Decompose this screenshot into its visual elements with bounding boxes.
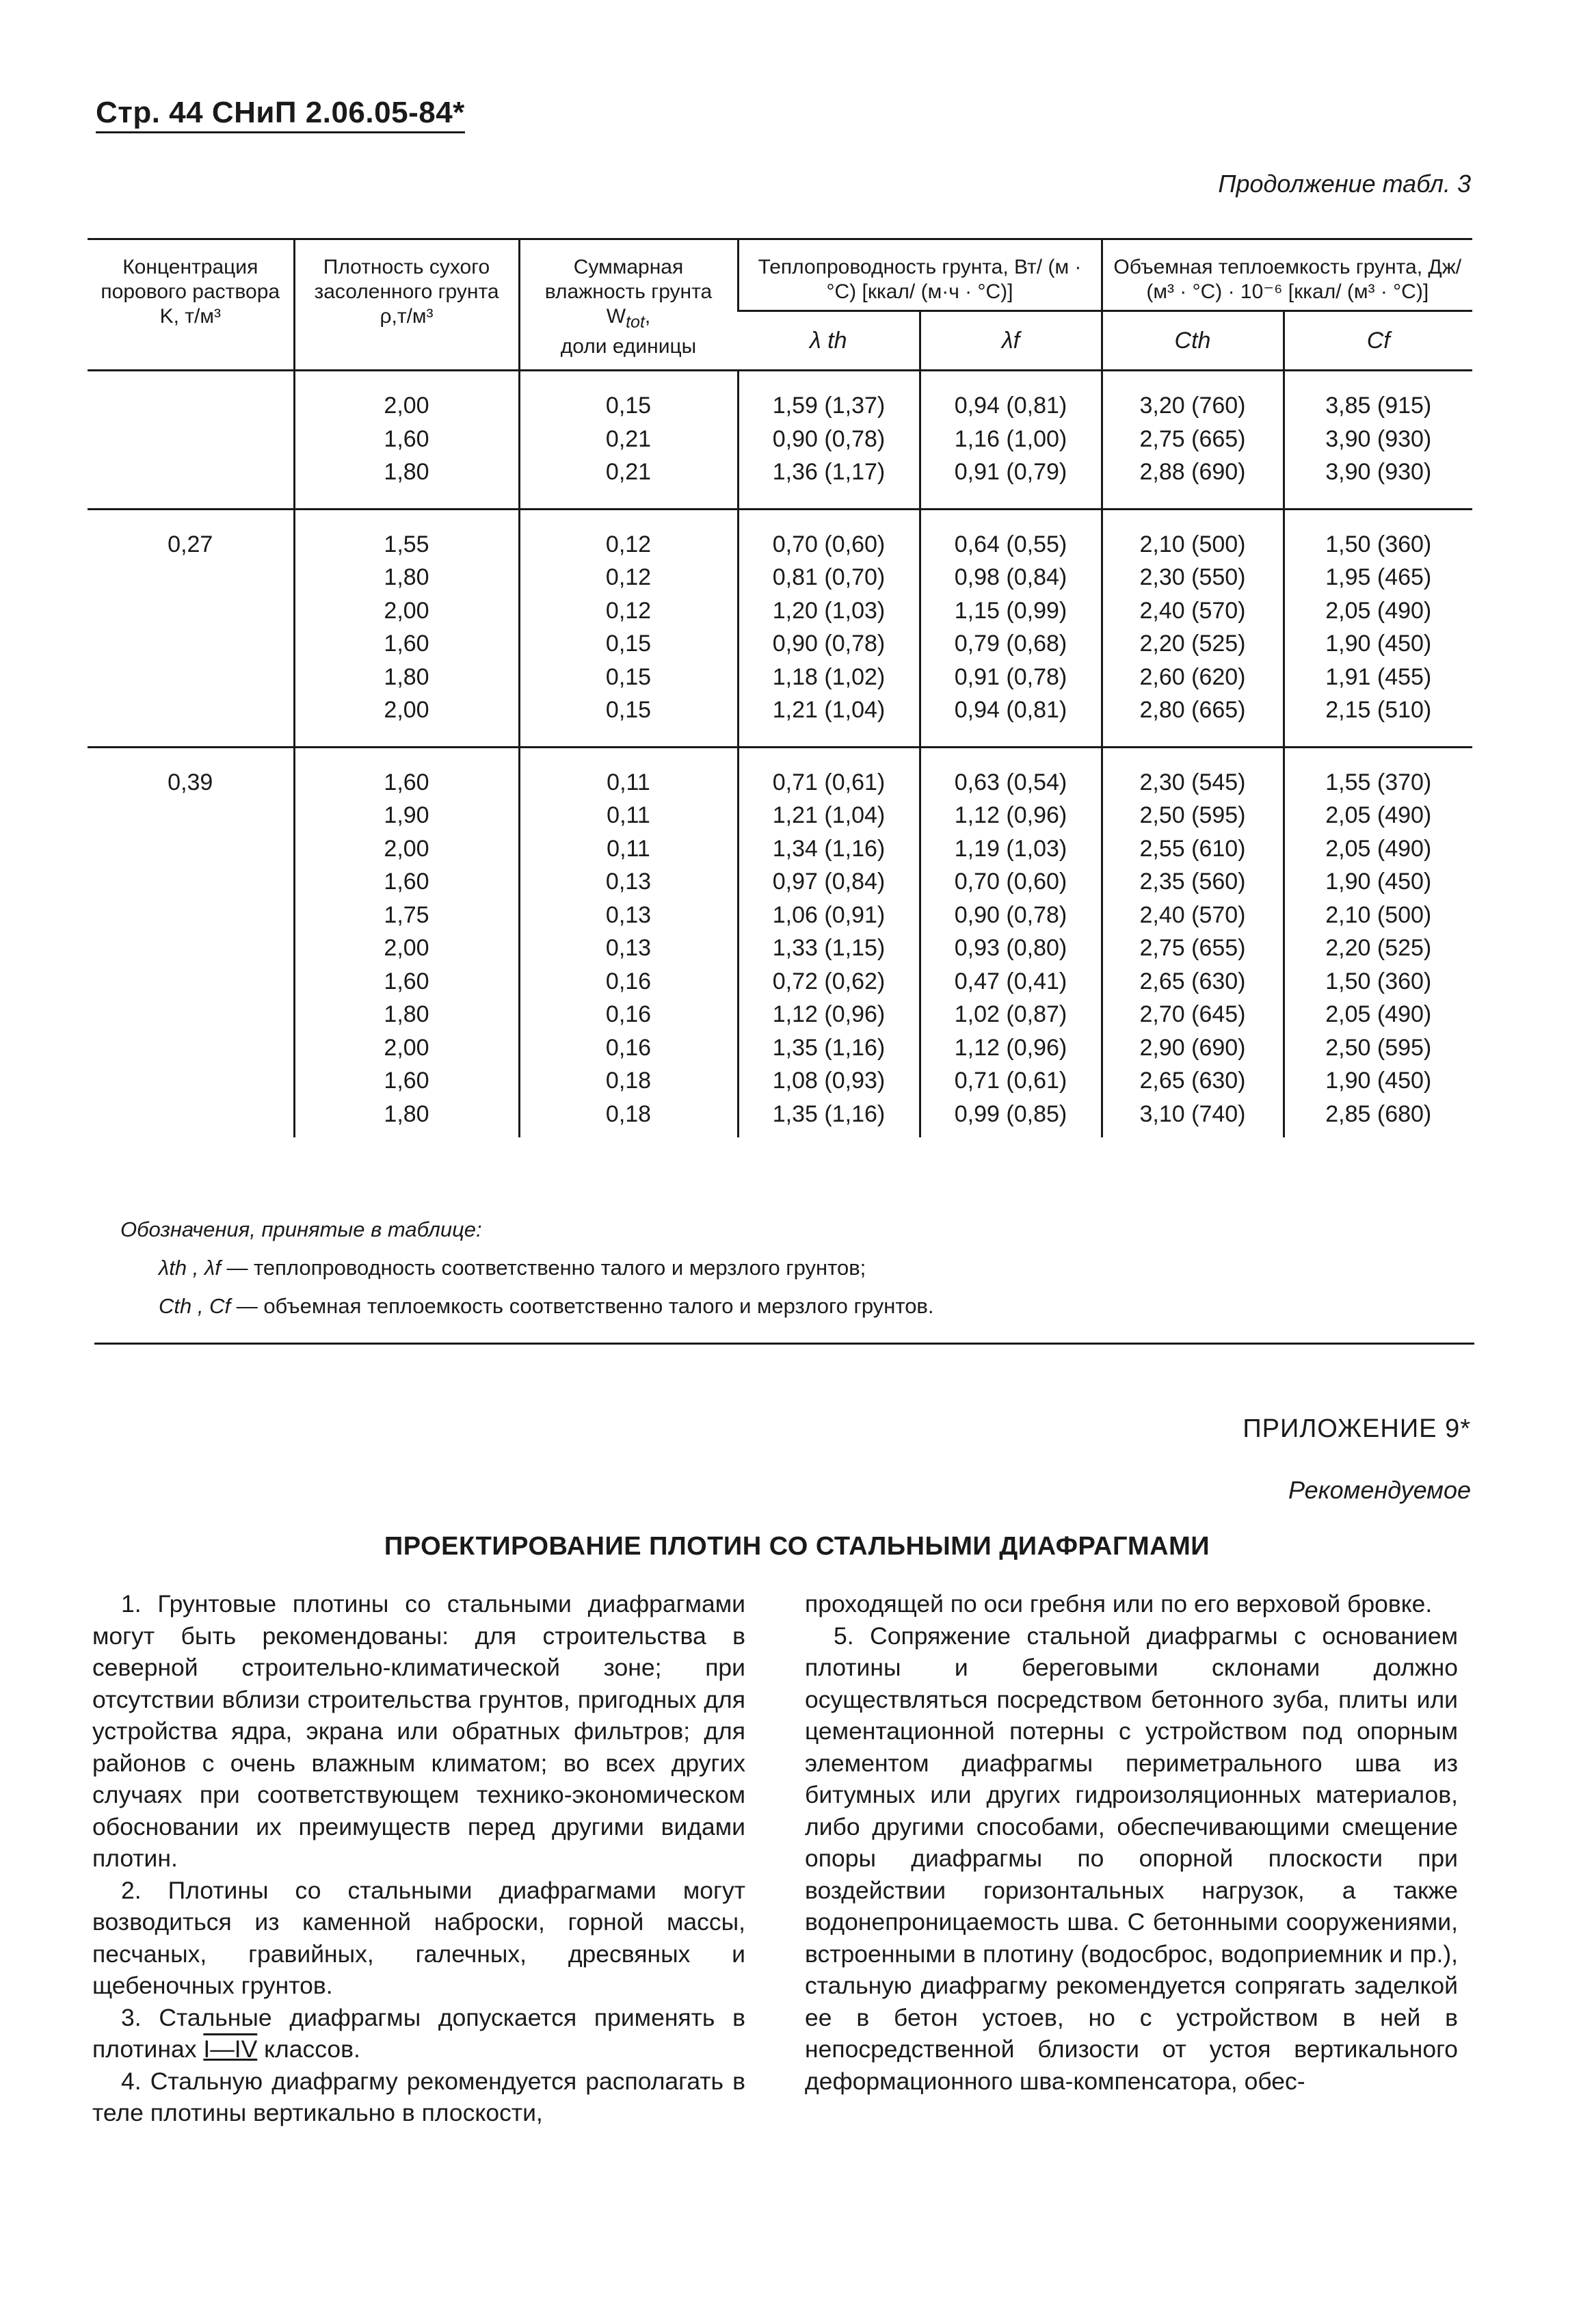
cell-c-f [1284, 509, 1472, 747]
value-lambda-f: 1,15 (0,99) [954, 597, 1067, 624]
value-c-th: 2,88 (690) [1139, 459, 1246, 485]
value-c-th: 2,75 (655) [1139, 935, 1246, 961]
value-lambda-th: 1,34 (1,16) [772, 835, 886, 862]
header-c-f: Cf [1284, 311, 1472, 371]
value-lambda-th: 1,20 (1,03) [772, 597, 886, 624]
value-lambda-f: 0,63 (0,54) [954, 769, 1067, 795]
value-density: 1,80 [384, 1100, 429, 1127]
cell-density [294, 509, 519, 747]
notes-title: Обозначения, принятые в таблице: [120, 1217, 482, 1241]
cell-lambda-f [920, 747, 1102, 1137]
value-c-f: 1,95 (465) [1325, 564, 1432, 590]
value-c-f: 2,05 (490) [1325, 802, 1432, 828]
value-lambda-f: 0,47 (0,41) [954, 968, 1067, 994]
value-c-f: 1,50 (360) [1325, 968, 1432, 994]
header-moisture [519, 239, 738, 371]
value-density: 1,60 [384, 869, 429, 895]
value-c-th: 2,80 (665) [1139, 697, 1246, 723]
value-c-th: 2,60 (620) [1139, 663, 1246, 690]
table-body [88, 371, 1472, 1138]
paragraph-3-end: классов. [257, 2035, 360, 2063]
value-lambda-f: 1,19 (1,03) [954, 835, 1067, 862]
cell-lambda-th [738, 509, 920, 747]
page-header: Стр. 44 СНиП 2.06.05-84* [96, 96, 465, 133]
value-c-f: 2,50 (595) [1325, 1034, 1432, 1061]
value-lambda-th: 1,21 (1,04) [772, 802, 886, 828]
value-moisture: 0,15 [605, 697, 652, 723]
value-c-th: 2,40 (570) [1139, 597, 1246, 624]
cell-density [294, 371, 519, 510]
table-caption: Продолжение табл. 3 [1218, 170, 1471, 198]
value-c-th: 3,10 (740) [1139, 1100, 1246, 1127]
value-lambda-f: 0,79 (0,68) [954, 631, 1067, 657]
value-lambda-th: 1,08 (0,93) [772, 1068, 886, 1094]
cell-c-th [1102, 371, 1284, 510]
section-separator [94, 1343, 1474, 1345]
cell-lambda-f [920, 371, 1102, 510]
value-c-th: 2,40 (570) [1139, 901, 1246, 928]
value-moisture: 0,11 [607, 769, 650, 795]
data-table [88, 238, 1472, 1137]
value-density: 1,80 [384, 663, 429, 690]
value-c-f: 1,55 (370) [1325, 769, 1432, 795]
cell-concentration [88, 371, 294, 510]
value-c-f: 2,20 (525) [1325, 935, 1432, 961]
header-moisture-text: Суммарная влажность грунта W [544, 256, 713, 328]
value-c-f: 2,85 (680) [1325, 1100, 1432, 1127]
paragraph-4-continued: проходящей по оси гребня или по его верховой бровке. [805, 1590, 1433, 1617]
value-c-th: 2,50 (595) [1139, 802, 1246, 828]
value-moisture: 0,13 [605, 935, 652, 961]
value-moisture: 0,13 [605, 901, 652, 928]
value-c-f: 1,90 (450) [1325, 1068, 1432, 1094]
value-c-th: 2,30 (545) [1139, 769, 1246, 795]
value-lambda-f: 1,02 (0,87) [954, 1001, 1067, 1027]
notes-line-conductivity [120, 1249, 934, 1287]
value-lambda-th: 0,97 (0,84) [772, 869, 886, 895]
value-density: 1,60 [384, 425, 429, 452]
cell-c-th [1102, 747, 1284, 1137]
value-c-th: 2,90 (690) [1139, 1034, 1246, 1061]
appendix-title: ПРИЛОЖЕНИЕ 9* [1243, 1414, 1471, 1443]
value-c-f: 1,90 (450) [1325, 631, 1432, 657]
value-c-th: 2,20 (525) [1139, 631, 1246, 657]
value-density: 1,60 [384, 1068, 429, 1094]
value-moisture: 0,15 [605, 663, 652, 690]
paragraph-5: 5. Сопряжение стальной диафрагмы с основанием плотины и береговыми склонами должно осуществляться посредством бетонного зуба, плиты или цементационной потерны с устройством под опорным элементом диафрагмы периметрального шва из битумных или других гидроизоляционных материалов, либо другими способами, обеспечивающими смещение опоры диафрагмы по опорной плоскости при воздействии горизонтальных нагрузок, а также водонепроницаемость шва. С бетонными сооружениями, встроенными в плотину (водосброс, водоприемник и пр.), стальную диафрагму рекомендуется сопрягать заделкой ее в бетон устоев, но с устройством в ней в непосредственной близости от устоя вертикального деформационного шва-компенсатора, обес- [805, 1622, 1458, 2095]
value-density: 2,00 [384, 835, 429, 862]
value-lambda-th: 0,70 (0,60) [772, 531, 886, 557]
value-moisture: 0,16 [605, 968, 652, 994]
value-c-f: 2,05 (490) [1325, 597, 1432, 624]
value-moisture: 0,11 [607, 835, 650, 862]
value-c-f: 3,85 (915) [1325, 393, 1432, 419]
paragraph-2: 2. Плотины со стальными диафрагмами могут возводиться из каменной наброски, горной массы, песчаных, гравийных, галечных, дресвяных и щебеночных грунтов. [92, 1876, 745, 1999]
cell-c-th [1102, 509, 1284, 747]
value-density: 2,00 [384, 393, 429, 419]
value-c-th: 2,75 (665) [1139, 425, 1246, 452]
notes-symbols-conductivity: λth , λf [159, 1256, 221, 1280]
cell-c-f [1284, 371, 1472, 510]
value-c-th: 3,20 (760) [1139, 393, 1246, 419]
value-density: 2,00 [384, 697, 429, 723]
value-density: 1,80 [384, 564, 429, 590]
value-lambda-f: 1,12 (0,96) [954, 1034, 1067, 1061]
value-density: 1,90 [384, 802, 429, 828]
value-density: 2,00 [384, 1034, 429, 1061]
value-lambda-f: 0,94 (0,81) [954, 697, 1067, 723]
cell-concentration: 0,39 [88, 747, 294, 1137]
value-lambda-th: 0,71 (0,61) [772, 769, 886, 795]
value-lambda-th: 1,33 (1,15) [772, 935, 886, 961]
value-moisture: 0,16 [605, 1001, 652, 1027]
value-lambda-th: 1,35 (1,16) [772, 1100, 886, 1127]
header-lambda-th: λ th [738, 311, 920, 371]
header-density: Плотность сухого засоленного грунта ρ,т/м³ [294, 239, 519, 371]
header-c-th: Cth [1102, 311, 1284, 371]
value-lambda-f: 0,94 (0,81) [954, 393, 1067, 419]
value-c-th: 2,35 (560) [1139, 869, 1246, 895]
cell-c-f [1284, 747, 1472, 1137]
value-lambda-f: 0,93 (0,80) [954, 935, 1067, 961]
value-lambda-th: 1,21 (1,04) [772, 697, 886, 723]
value-moisture: 0,15 [605, 393, 652, 419]
value-lambda-f: 0,98 (0,84) [954, 564, 1067, 590]
section-heading: ПРОЕКТИРОВАНИЕ ПЛОТИН СО СТАЛЬНЫМИ ДИАФРАГМАМИ [384, 1532, 1210, 1561]
paragraph-3 [92, 2002, 745, 2065]
value-density: 2,00 [384, 935, 429, 961]
header-moisture-tail: , [644, 305, 651, 328]
table-row-group [88, 371, 1472, 510]
table-notes [120, 1211, 934, 1325]
value-c-f: 2,15 (510) [1325, 697, 1432, 723]
header-lambda-f: λf [920, 311, 1102, 371]
paragraph-3-classes: I—IV [203, 2035, 258, 2063]
notes-text-capacity: — объемная теплоемкость соответственно талого и мерзлого грунтов. [230, 1294, 934, 1318]
value-moisture: 0,11 [607, 802, 650, 828]
value-lambda-th: 0,81 (0,70) [772, 564, 886, 590]
value-moisture: 0,12 [605, 597, 652, 624]
header-concentration: Концентрация порового раствора K, т/м³ [88, 239, 294, 371]
paragraph-3-start: 3. Стальные диафрагмы допускается применять в плотинах [92, 2003, 745, 2063]
value-density: 1,60 [384, 769, 429, 795]
value-c-th: 2,65 (630) [1139, 1068, 1246, 1094]
value-lambda-th: 1,18 (1,02) [772, 663, 886, 690]
value-moisture: 0,18 [605, 1068, 652, 1094]
value-c-th: 2,70 (645) [1139, 1001, 1246, 1027]
value-moisture: 0,21 [605, 425, 652, 452]
value-lambda-f: 1,12 (0,96) [954, 802, 1067, 828]
header-conductivity: Теплопроводность грунта, Вт/ (м · °С) [ккал/ (м·ч · °С)] [738, 239, 1102, 311]
cell-moisture [519, 747, 738, 1137]
value-moisture: 0,15 [605, 631, 652, 657]
value-moisture: 0,18 [605, 1100, 652, 1127]
paragraph-1: 1. Грунтовые плотины со стальными диафрагмами могут быть рекомендованы: для строительства в северной строительно-климатической зоне; при отсутствии вблизи строительства грунтов, пригодных для устройства ядра, экрана или обратных фильтров; для районов с очень влажным климатом; во всех других случаях при соответствующем технико-экономическом обосновании их преимуществ перед другими видами плотин. [92, 1590, 745, 1872]
value-c-th: 2,10 (500) [1139, 531, 1246, 557]
value-c-f: 2,10 (500) [1325, 901, 1432, 928]
value-moisture: 0,16 [605, 1034, 652, 1061]
value-density: 1,75 [384, 901, 429, 928]
value-moisture: 0,12 [605, 564, 652, 590]
header-capacity: Объемная теплоемкость грунта, Дж/ (м³ · °С) · 10⁻⁶ [ккал/ (м³ · °С)] [1102, 239, 1472, 311]
value-lambda-f: 0,99 (0,85) [954, 1100, 1067, 1127]
value-moisture: 0,21 [605, 459, 652, 485]
value-lambda-th: 1,59 (1,37) [772, 393, 886, 419]
value-lambda-f: 0,64 (0,55) [954, 531, 1067, 557]
value-c-f: 3,90 (930) [1325, 459, 1432, 485]
notes-symbols-capacity: Cth , Cf [159, 1294, 231, 1318]
text-column-left [92, 1588, 745, 2129]
appendix-status: Рекомендуемое [1288, 1476, 1471, 1504]
value-lambda-f: 0,70 (0,60) [954, 869, 1067, 895]
value-lambda-f: 0,90 (0,78) [954, 901, 1067, 928]
cell-lambda-th [738, 747, 920, 1137]
value-lambda-th: 0,90 (0,78) [772, 631, 886, 657]
value-density: 1,60 [384, 631, 429, 657]
value-c-th: 2,55 (610) [1139, 835, 1246, 862]
value-lambda-th: 1,35 (1,16) [772, 1034, 886, 1061]
notes-line-capacity [120, 1287, 934, 1325]
value-lambda-th: 1,12 (0,96) [772, 1001, 886, 1027]
value-density: 1,55 [384, 531, 429, 557]
value-lambda-th: 1,06 (0,91) [772, 901, 886, 928]
cell-lambda-th [738, 371, 920, 510]
value-c-f: 1,50 (360) [1325, 531, 1432, 557]
value-c-f: 3,90 (930) [1325, 425, 1432, 452]
value-c-th: 2,65 (630) [1139, 968, 1246, 994]
value-density: 1,80 [384, 459, 429, 485]
value-moisture: 0,13 [605, 869, 652, 895]
cell-density [294, 747, 519, 1137]
value-c-f: 2,05 (490) [1325, 1001, 1432, 1027]
table-row-group [88, 747, 1472, 1137]
value-c-f: 1,90 (450) [1325, 869, 1432, 895]
value-c-f: 2,05 (490) [1325, 835, 1432, 862]
header-moisture-units: доли единицы [560, 335, 697, 358]
text-column-right [805, 1588, 1458, 2097]
value-density: 2,00 [384, 597, 429, 624]
notes-text-conductivity: — теплопроводность соответственно талого и мерзлого грунтов; [220, 1256, 866, 1280]
value-lambda-f: 1,16 (1,00) [954, 425, 1067, 452]
value-moisture: 0,12 [605, 531, 652, 557]
header-moisture-sub: tot [626, 313, 645, 332]
value-lambda-f: 0,71 (0,61) [954, 1068, 1067, 1094]
value-lambda-th: 0,72 (0,62) [772, 968, 886, 994]
value-c-th: 2,30 (550) [1139, 564, 1246, 590]
cell-lambda-f [920, 509, 1102, 747]
cell-concentration: 0,27 [88, 509, 294, 747]
value-density: 1,80 [384, 1001, 429, 1027]
table-row-group [88, 509, 1472, 747]
paragraph-4: 4. Стальную диафрагму рекомендуется располагать в теле плотины вертикально в плоскости, [92, 2067, 745, 2126]
value-c-f: 1,91 (455) [1325, 663, 1432, 690]
value-lambda-th: 1,36 (1,17) [772, 459, 886, 485]
cell-moisture [519, 371, 738, 510]
value-lambda-th: 0,90 (0,78) [772, 425, 886, 452]
value-lambda-f: 0,91 (0,78) [954, 663, 1067, 690]
value-lambda-f: 0,91 (0,79) [954, 459, 1067, 485]
cell-moisture [519, 509, 738, 747]
value-density: 1,60 [384, 968, 429, 994]
